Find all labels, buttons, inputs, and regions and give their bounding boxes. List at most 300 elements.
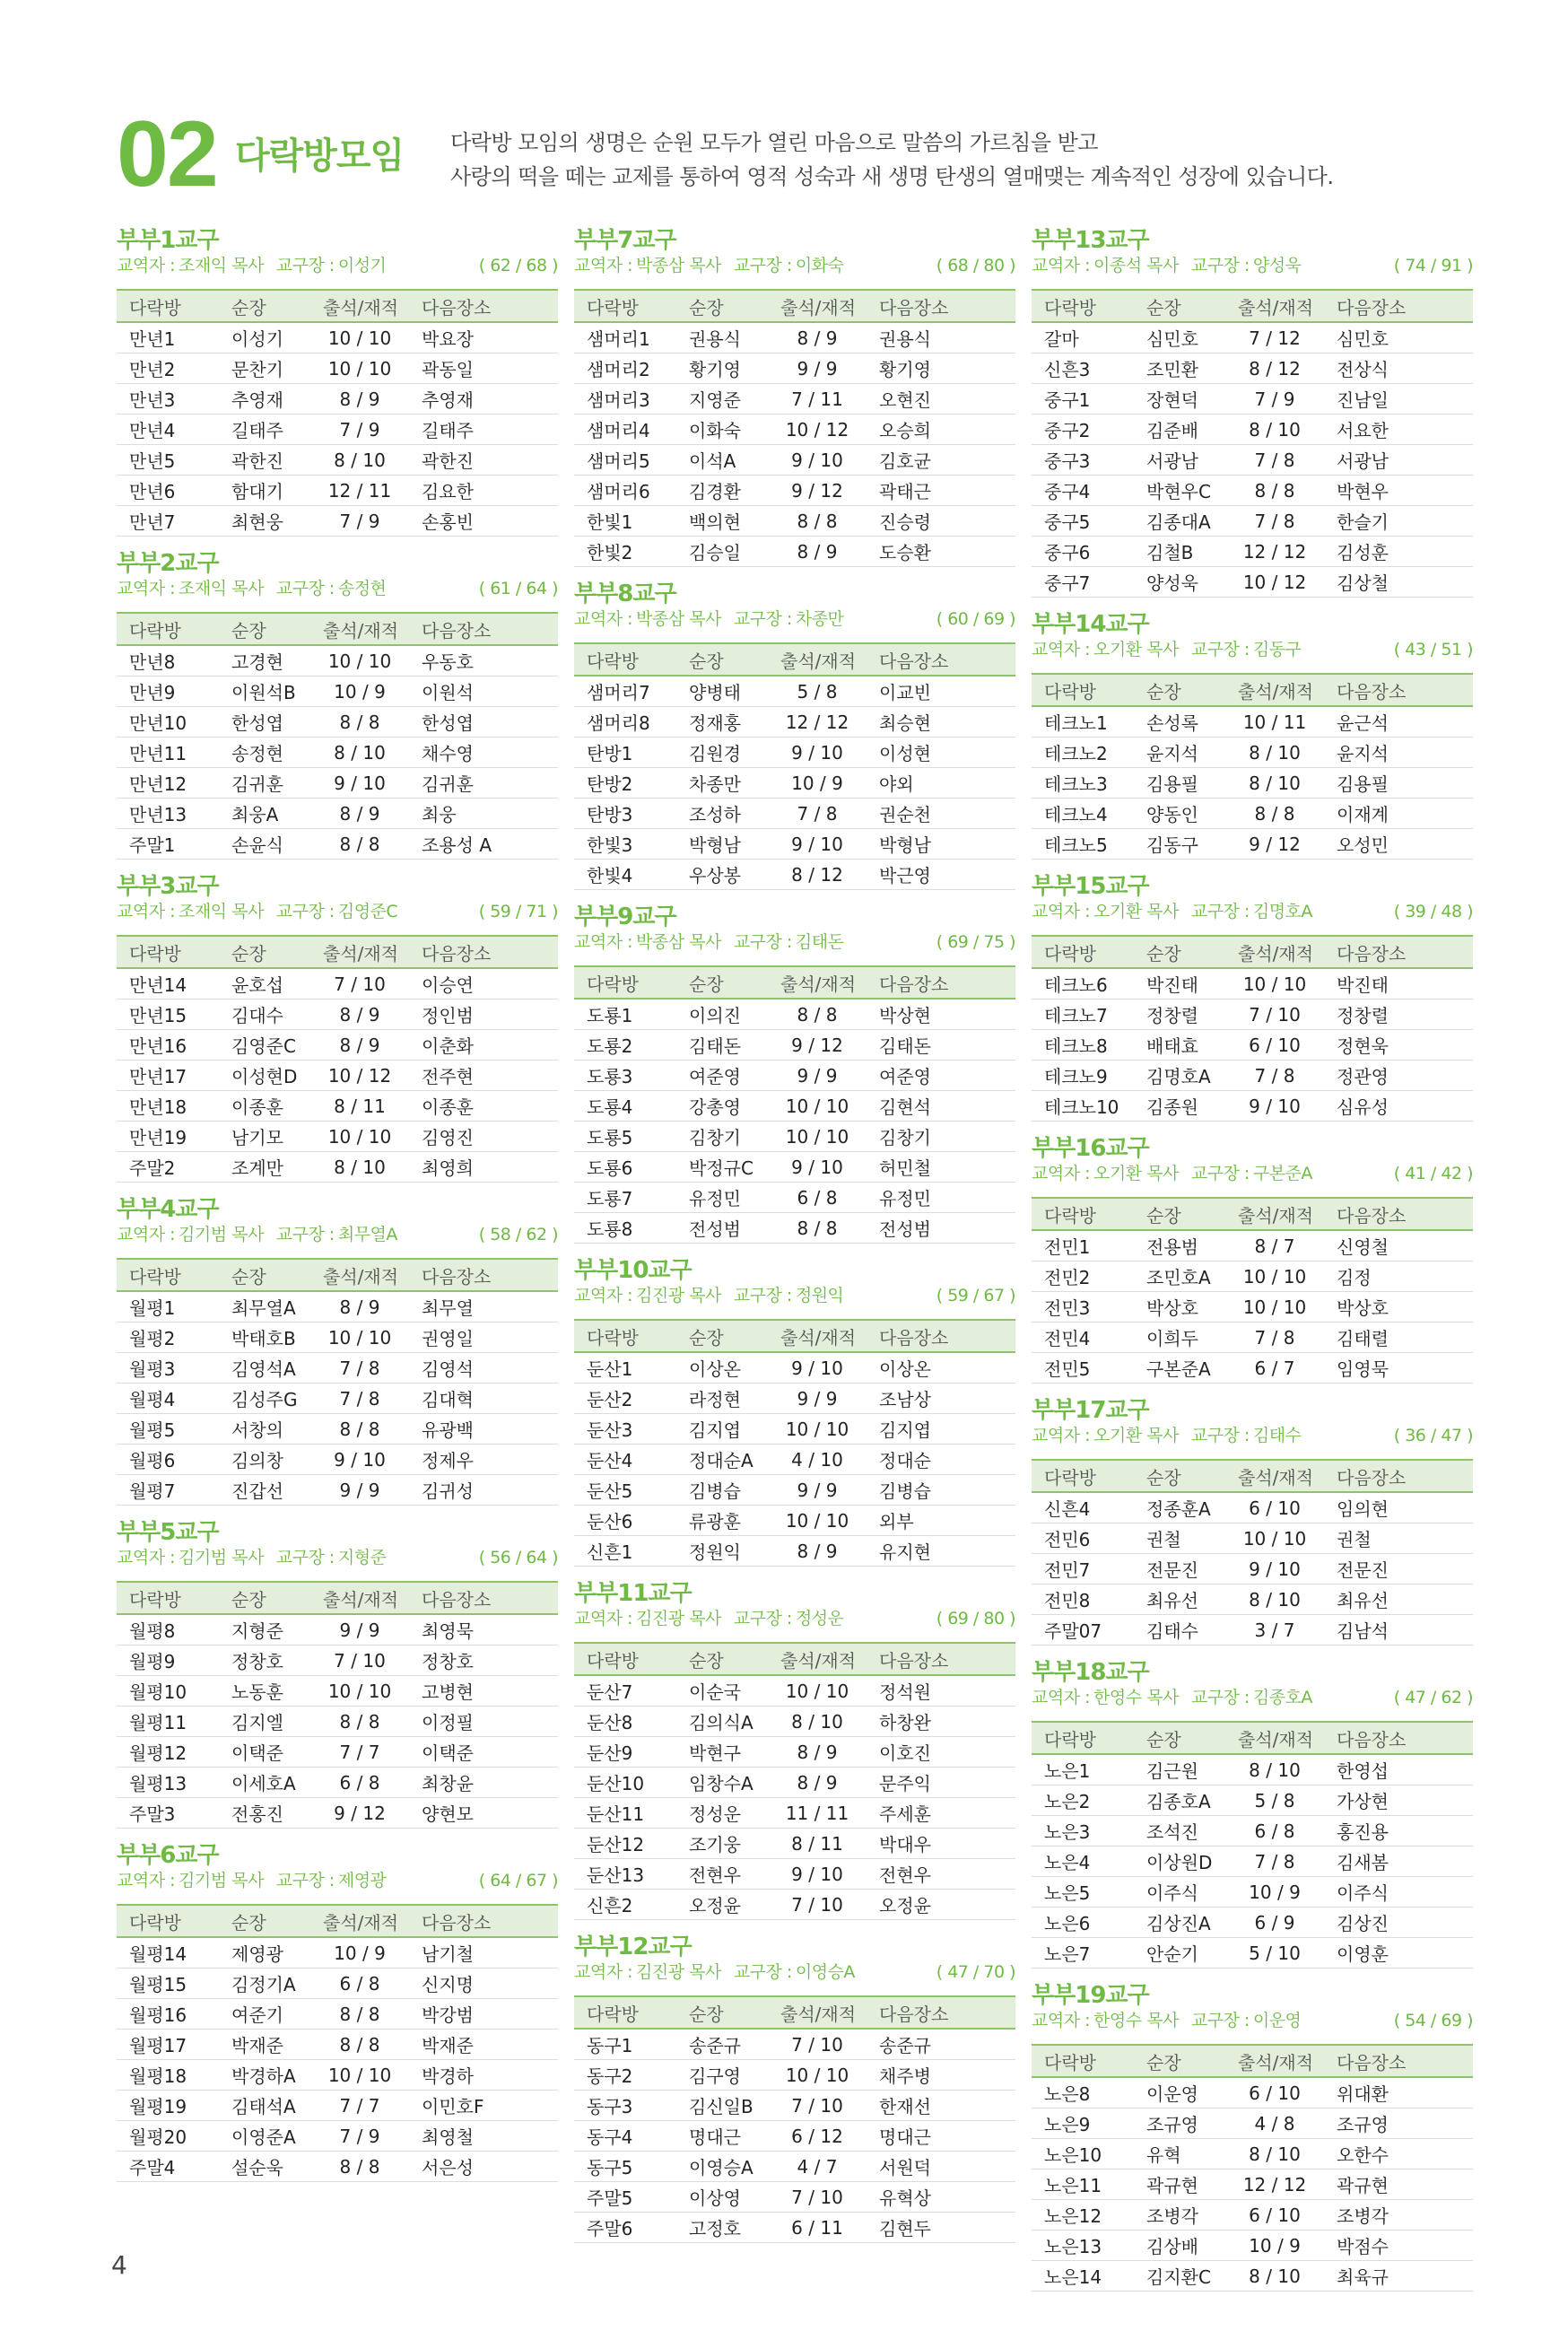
cell-next-place: 조용성 A (409, 829, 558, 860)
col-next-place-header: 다음장소 (867, 1643, 1015, 1675)
cell-next-place: 박대우 (867, 1829, 1015, 1859)
cell-group: 만년15 (117, 1000, 219, 1030)
col-attendance-header: 출석/재적 (768, 966, 867, 999)
parish-staff (1032, 639, 1301, 660)
cell-next-place: 고병현 (409, 1676, 558, 1707)
cell-member: 조규영 (1134, 2108, 1225, 2139)
table-row (574, 738, 1015, 768)
cell-next-place: 박강범 (409, 1999, 558, 2030)
parish-title: 부부4교구 (117, 1196, 219, 1223)
col-member-header: 순장 (219, 1905, 310, 1937)
cell-next-place: 김태돈 (867, 1030, 1015, 1061)
pastor-name: 이종석 목사 (1093, 256, 1179, 275)
parish-info (1032, 1163, 1473, 1184)
table-row (1032, 1000, 1473, 1030)
table-row (117, 707, 558, 738)
table-row (574, 1213, 1015, 1244)
leader-name: 송정현 (337, 579, 387, 598)
attendance-total: ( 74 / 91 ) (1393, 256, 1473, 275)
cell-attendance: 9 / 9 (768, 354, 867, 384)
cell-attendance: 8 / 12 (768, 860, 867, 890)
parish-group (117, 549, 558, 860)
cell-group: 신흔1 (574, 1536, 676, 1567)
parish-staff (574, 255, 843, 276)
cell-group: 샘머리7 (574, 676, 676, 707)
cell-next-place: 신지명 (409, 1969, 558, 1999)
cell-group: 노은3 (1032, 1816, 1134, 1846)
parish-info (117, 1547, 558, 1568)
cell-member: 이성기 (219, 322, 310, 354)
cell-group: 탄방3 (574, 799, 676, 829)
cell-group: 도룡3 (574, 1061, 676, 1091)
cell-attendance: 6 / 7 (1225, 1353, 1324, 1384)
cell-attendance: 7 / 8 (1225, 1846, 1324, 1877)
table-row (1032, 799, 1473, 829)
parish-group (117, 1195, 558, 1506)
cell-attendance: 6 / 8 (1225, 1816, 1324, 1846)
parish-info (117, 1224, 558, 1245)
cell-attendance: 9 / 12 (310, 1798, 409, 1829)
leader-name: 최무열A (337, 1225, 397, 1244)
cell-member: 김태석A (219, 2091, 310, 2121)
cell-attendance: 5 / 8 (1225, 1785, 1324, 1816)
cell-next-place: 박형남 (867, 829, 1015, 860)
cell-next-place: 윤지석 (1324, 738, 1473, 768)
col-group-header: 다락방 (574, 290, 676, 322)
cell-member: 박현구 (676, 1737, 768, 1768)
cell-group: 만년5 (117, 445, 219, 476)
col-member-header: 순장 (1134, 1198, 1225, 1230)
col-member-header: 순장 (219, 290, 310, 322)
cell-member: 김태수 (1134, 1615, 1225, 1646)
cell-next-place: 최영희 (409, 1152, 558, 1183)
table-row (574, 1890, 1015, 1920)
cell-next-place: 허민철 (867, 1152, 1015, 1183)
table-row (117, 2152, 558, 2182)
cell-next-place: 권용식 (867, 322, 1015, 354)
cell-group: 샘머리1 (574, 322, 676, 354)
cell-group: 도룡1 (574, 999, 676, 1030)
col-attendance-header: 출석/재적 (768, 643, 867, 676)
cell-attendance: 9 / 10 (310, 768, 409, 799)
cell-member: 정창렬 (1134, 1000, 1225, 1030)
cell-next-place: 이원석 (409, 677, 558, 707)
cell-group: 월평16 (117, 1999, 219, 2030)
col-attendance-header: 출석/재적 (768, 1320, 867, 1352)
leader-label: 교구장 : (1190, 2011, 1250, 2030)
table-row (117, 1091, 558, 1122)
cell-next-place: 김창기 (867, 1122, 1015, 1152)
cell-attendance: 8 / 10 (1225, 2261, 1324, 2292)
cell-next-place: 한재선 (867, 2091, 1015, 2121)
table-row (574, 860, 1015, 890)
table-row (117, 2060, 558, 2091)
cell-next-place: 정대순 (867, 1445, 1015, 1475)
col-next-place-header: 다음장소 (867, 966, 1015, 999)
parish-info (574, 255, 1015, 276)
cell-member: 박태호B (219, 1323, 310, 1353)
cell-group: 노은11 (1032, 2169, 1134, 2200)
cell-group: 테크노2 (1032, 738, 1134, 768)
cell-attendance: 9 / 10 (768, 1352, 867, 1384)
col-member-header: 순장 (676, 643, 768, 676)
cell-next-place: 최영묵 (409, 1614, 558, 1646)
cell-next-place: 오현진 (867, 384, 1015, 415)
cell-group: 월평20 (117, 2121, 219, 2152)
cell-next-place: 김성훈 (1324, 537, 1473, 567)
cell-attendance: 8 / 8 (1225, 799, 1324, 829)
cell-member: 조계만 (219, 1152, 310, 1183)
cell-group: 둔산4 (574, 1445, 676, 1475)
col-group-header: 다락방 (1032, 1198, 1134, 1230)
cell-group: 한빛2 (574, 537, 676, 567)
cell-group: 만년2 (117, 354, 219, 384)
leader-label: 교구장 : (275, 256, 335, 275)
cell-next-place: 김상진 (1324, 1908, 1473, 1938)
cell-attendance: 8 / 8 (310, 2152, 409, 2182)
cell-attendance: 12 / 12 (1225, 537, 1324, 567)
cell-member: 정창호 (219, 1646, 310, 1676)
cell-group: 테크노6 (1032, 968, 1134, 1000)
parish-group (117, 1518, 558, 1829)
attendance-total: ( 59 / 71 ) (478, 902, 558, 921)
cell-next-place: 김태렬 (1324, 1323, 1473, 1353)
leader-name: 김태돈 (795, 932, 844, 952)
table-row (117, 1475, 558, 1506)
cell-member: 김정기A (219, 1969, 310, 1999)
cell-attendance: 8 / 10 (768, 1707, 867, 1737)
table-row (574, 2121, 1015, 2152)
pastor-name: 박종삼 목사 (636, 609, 721, 629)
table-header (574, 1320, 1015, 1352)
cell-attendance: 3 / 7 (1225, 1615, 1324, 1646)
col-group-header: 다락방 (117, 1905, 219, 1937)
col-member-header: 순장 (219, 1259, 310, 1291)
cell-attendance: 8 / 8 (310, 829, 409, 860)
table-row (117, 1122, 558, 1152)
cell-group: 노은8 (1032, 2077, 1134, 2108)
cell-next-place: 김용필 (1324, 768, 1473, 799)
cell-group: 주말07 (1032, 1615, 1134, 1646)
cell-next-place: 김정 (1324, 1262, 1473, 1292)
cell-next-place: 김남석 (1324, 1615, 1473, 1646)
table-row (574, 537, 1015, 567)
cell-member: 추영재 (219, 384, 310, 415)
parish-info (1032, 901, 1473, 922)
cell-attendance: 10 / 10 (310, 1122, 409, 1152)
cell-attendance: 11 / 11 (768, 1798, 867, 1829)
leader-label: 교구장 : (733, 932, 792, 952)
col-member-header: 순장 (219, 936, 310, 968)
cell-group: 만년18 (117, 1091, 219, 1122)
table-header (117, 1905, 558, 1937)
pastor-label: 교역자 : (1032, 1426, 1091, 1445)
cell-next-place: 채수영 (409, 738, 558, 768)
cell-next-place: 박근영 (867, 860, 1015, 890)
cell-member: 배태효 (1134, 1030, 1225, 1061)
table-row (1032, 968, 1473, 1000)
cell-next-place: 심유성 (1324, 1091, 1473, 1122)
cell-attendance: 9 / 9 (310, 1614, 409, 1646)
cell-next-place: 김귀훈 (409, 768, 558, 799)
cell-member: 제영광 (219, 1937, 310, 1969)
cell-member: 김명호A (1134, 1061, 1225, 1091)
table-row (1032, 1908, 1473, 1938)
cell-next-place: 정인범 (409, 1000, 558, 1030)
cell-group: 전민8 (1032, 1585, 1134, 1615)
cell-member: 라정현 (676, 1384, 768, 1414)
cell-member: 송정현 (219, 738, 310, 768)
cell-attendance: 8 / 8 (310, 1707, 409, 1737)
table-row (1032, 829, 1473, 860)
cell-next-place: 추영재 (409, 384, 558, 415)
cell-attendance: 12 / 11 (310, 476, 409, 506)
parish-info (574, 1285, 1015, 1306)
table-row (1032, 768, 1473, 799)
cell-attendance: 9 / 10 (768, 1859, 867, 1890)
cell-group: 둔산6 (574, 1506, 676, 1536)
cell-group: 테크노8 (1032, 1030, 1134, 1061)
parish-info (117, 578, 558, 599)
cell-attendance: 8 / 9 (768, 1737, 867, 1768)
col-member-header: 순장 (676, 1320, 768, 1352)
pastor-label: 교역자 : (117, 902, 176, 921)
cell-attendance: 8 / 9 (310, 1000, 409, 1030)
cell-next-place: 정현욱 (1324, 1030, 1473, 1061)
cell-group: 월평18 (117, 2060, 219, 2091)
table-row (117, 2030, 558, 2060)
cell-attendance: 9 / 12 (1225, 829, 1324, 860)
page-header (117, 102, 1516, 206)
cell-next-place: 정석원 (867, 1675, 1015, 1707)
table-row (574, 799, 1015, 829)
parish-staff (574, 1608, 843, 1629)
group-table (117, 612, 558, 860)
table-row (1032, 2077, 1473, 2108)
section-title: 다락방모임 (235, 135, 405, 177)
leader-label: 교구장 : (1190, 1164, 1250, 1183)
cell-member: 김병습 (676, 1475, 768, 1506)
parish-title: 부부2교구 (117, 550, 219, 577)
parish-title: 부부6교구 (117, 1842, 219, 1869)
cell-group: 테크노7 (1032, 1000, 1134, 1030)
cell-member: 최웅A (219, 799, 310, 829)
cell-attendance: 10 / 9 (1225, 2231, 1324, 2261)
cell-attendance: 4 / 10 (768, 1445, 867, 1475)
cell-next-place: 황기영 (867, 354, 1015, 384)
cell-attendance: 8 / 8 (310, 707, 409, 738)
table-row (117, 1000, 558, 1030)
table-row (1032, 1091, 1473, 1122)
cell-group: 월평17 (117, 2030, 219, 2060)
attendance-total: ( 36 / 47 ) (1393, 1426, 1473, 1445)
cell-next-place: 김지엽 (867, 1414, 1015, 1445)
cell-member: 황기영 (676, 354, 768, 384)
cell-group: 월평13 (117, 1768, 219, 1798)
cell-member: 윤호섭 (219, 968, 310, 1000)
cell-group: 월평5 (117, 1414, 219, 1445)
table-row (117, 2091, 558, 2121)
cell-member: 명대근 (676, 2121, 768, 2152)
attendance-total: ( 62 / 68 ) (478, 256, 558, 275)
parish-info (574, 1608, 1015, 1629)
cell-attendance: 6 / 10 (1225, 1492, 1324, 1523)
table-row (117, 677, 558, 707)
cell-next-place: 임영묵 (1324, 1353, 1473, 1384)
pastor-name: 한영수 목사 (1093, 2011, 1179, 2030)
cell-next-place: 최영철 (409, 2121, 558, 2152)
cell-attendance: 7 / 10 (310, 1646, 409, 1676)
parish-group (117, 1841, 558, 2182)
leader-name: 지형준 (337, 1548, 387, 1567)
col-attendance-header: 출석/재적 (310, 613, 409, 645)
cell-group: 노은12 (1032, 2200, 1134, 2231)
pastor-name: 오기환 목사 (1093, 1164, 1179, 1183)
table-row (574, 1506, 1015, 1536)
cell-attendance: 10 / 11 (1225, 706, 1324, 738)
cell-group: 샘머리2 (574, 354, 676, 384)
section-number: 02 (117, 102, 217, 206)
table-row (574, 1829, 1015, 1859)
col-attendance-header: 출석/재적 (768, 290, 867, 322)
cell-group: 중구6 (1032, 537, 1134, 567)
cell-next-place: 남기철 (409, 1937, 558, 1969)
pastor-label: 교역자 : (574, 1609, 633, 1628)
cell-member: 김지엽 (676, 1414, 768, 1445)
cell-member: 김대수 (219, 1000, 310, 1030)
table-header (117, 290, 558, 322)
pastor-name: 김진광 목사 (636, 1286, 721, 1305)
cell-attendance: 8 / 10 (1225, 738, 1324, 768)
cell-attendance: 8 / 9 (310, 1030, 409, 1061)
pastor-name: 조재익 목사 (179, 902, 264, 921)
cell-group: 만년19 (117, 1122, 219, 1152)
col-group-header: 다락방 (117, 613, 219, 645)
pastor-label: 교역자 : (117, 256, 176, 275)
cell-attendance: 7 / 8 (310, 1353, 409, 1384)
parish-title: 부부5교구 (117, 1519, 219, 1546)
table-header (574, 1996, 1015, 2029)
table-row (1032, 1353, 1473, 1384)
table-row (574, 506, 1015, 537)
group-table (117, 289, 558, 537)
pastor-name: 오기환 목사 (1093, 640, 1179, 659)
cell-member: 함대기 (219, 476, 310, 506)
cell-group: 월평3 (117, 1353, 219, 1384)
cell-next-place: 최창윤 (409, 1768, 558, 1798)
cell-group: 탄방2 (574, 768, 676, 799)
cell-member: 차종만 (676, 768, 768, 799)
table-row (1032, 1292, 1473, 1323)
cell-group: 도룡5 (574, 1122, 676, 1152)
cell-member: 이세호A (219, 1768, 310, 1798)
cell-member: 오정윤 (676, 1890, 768, 1920)
cell-member: 김원경 (676, 738, 768, 768)
table-row (1032, 1846, 1473, 1877)
cell-attendance: 6 / 10 (1225, 1030, 1324, 1061)
parish-staff (117, 901, 397, 922)
cell-next-place: 우동호 (409, 645, 558, 677)
col-attendance-header: 출석/재적 (1225, 2045, 1324, 2077)
cell-attendance: 10 / 12 (310, 1061, 409, 1091)
cell-member: 양성욱 (1134, 567, 1225, 598)
col-next-place-header: 다음장소 (409, 290, 558, 322)
group-table (1032, 673, 1473, 860)
cell-attendance: 6 / 9 (1225, 1908, 1324, 1938)
col-next-place-header: 다음장소 (867, 1996, 1015, 2029)
parish-title: 부부11교구 (574, 1580, 692, 1607)
cell-next-place: 한영섭 (1324, 1754, 1473, 1785)
table-row (1032, 415, 1473, 445)
cell-member: 우상봉 (676, 860, 768, 890)
cell-attendance: 10 / 10 (1225, 968, 1324, 1000)
cell-group: 만년12 (117, 768, 219, 799)
pastor-name: 한영수 목사 (1093, 1688, 1179, 1707)
cell-next-place: 야외 (867, 768, 1015, 799)
parish-staff (1032, 1687, 1312, 1708)
table-row (1032, 2139, 1473, 2169)
leader-label: 교구장 : (275, 1871, 335, 1890)
cell-next-place: 진남일 (1324, 384, 1473, 415)
pastor-name: 조재익 목사 (179, 256, 264, 275)
col-next-place-header: 다음장소 (409, 1905, 558, 1937)
cell-next-place: 김호균 (867, 445, 1015, 476)
cell-next-place: 서광남 (1324, 445, 1473, 476)
parish-group (1032, 1396, 1473, 1646)
cell-next-place: 하창완 (867, 1707, 1015, 1737)
cell-group: 노은4 (1032, 1846, 1134, 1877)
table-row (1032, 1615, 1473, 1646)
cell-next-place: 권순천 (867, 799, 1015, 829)
table-row (117, 799, 558, 829)
leader-label: 교구장 : (1190, 640, 1250, 659)
parish-info (1032, 255, 1473, 276)
cell-next-place: 곽동일 (409, 354, 558, 384)
cell-attendance: 10 / 10 (310, 1676, 409, 1707)
cell-group: 주말1 (117, 829, 219, 860)
cell-next-place: 송준규 (867, 2029, 1015, 2060)
table-row (1032, 1554, 1473, 1585)
parish-staff (117, 1224, 397, 1245)
cell-next-place: 이주식 (1324, 1877, 1473, 1908)
table-row (1032, 476, 1473, 506)
cell-next-place: 여준영 (867, 1061, 1015, 1091)
cell-attendance: 8 / 8 (768, 999, 867, 1030)
cell-next-place: 박진태 (1324, 968, 1473, 1000)
table-row (574, 1061, 1015, 1091)
cell-group: 월평4 (117, 1384, 219, 1414)
cell-next-place: 심민호 (1324, 322, 1473, 354)
parish-staff (1032, 1163, 1312, 1184)
cell-member: 고경현 (219, 645, 310, 677)
table-row (1032, 706, 1473, 738)
cell-group: 도룡6 (574, 1152, 676, 1183)
cell-group: 전민7 (1032, 1554, 1134, 1585)
cell-member: 이원석B (219, 677, 310, 707)
cell-group: 월평14 (117, 1937, 219, 1969)
table-row (117, 768, 558, 799)
cell-member: 손성록 (1134, 706, 1225, 738)
cell-group: 중구5 (1032, 506, 1134, 537)
cell-next-place: 서요한 (1324, 415, 1473, 445)
cell-attendance: 10 / 9 (768, 768, 867, 799)
cell-group: 만년4 (117, 415, 219, 445)
attendance-total: ( 61 / 64 ) (478, 579, 558, 598)
table-row (574, 1707, 1015, 1737)
parish-title: 부부8교구 (574, 581, 676, 607)
column-1 (117, 226, 558, 2195)
table-row (117, 1384, 558, 1414)
